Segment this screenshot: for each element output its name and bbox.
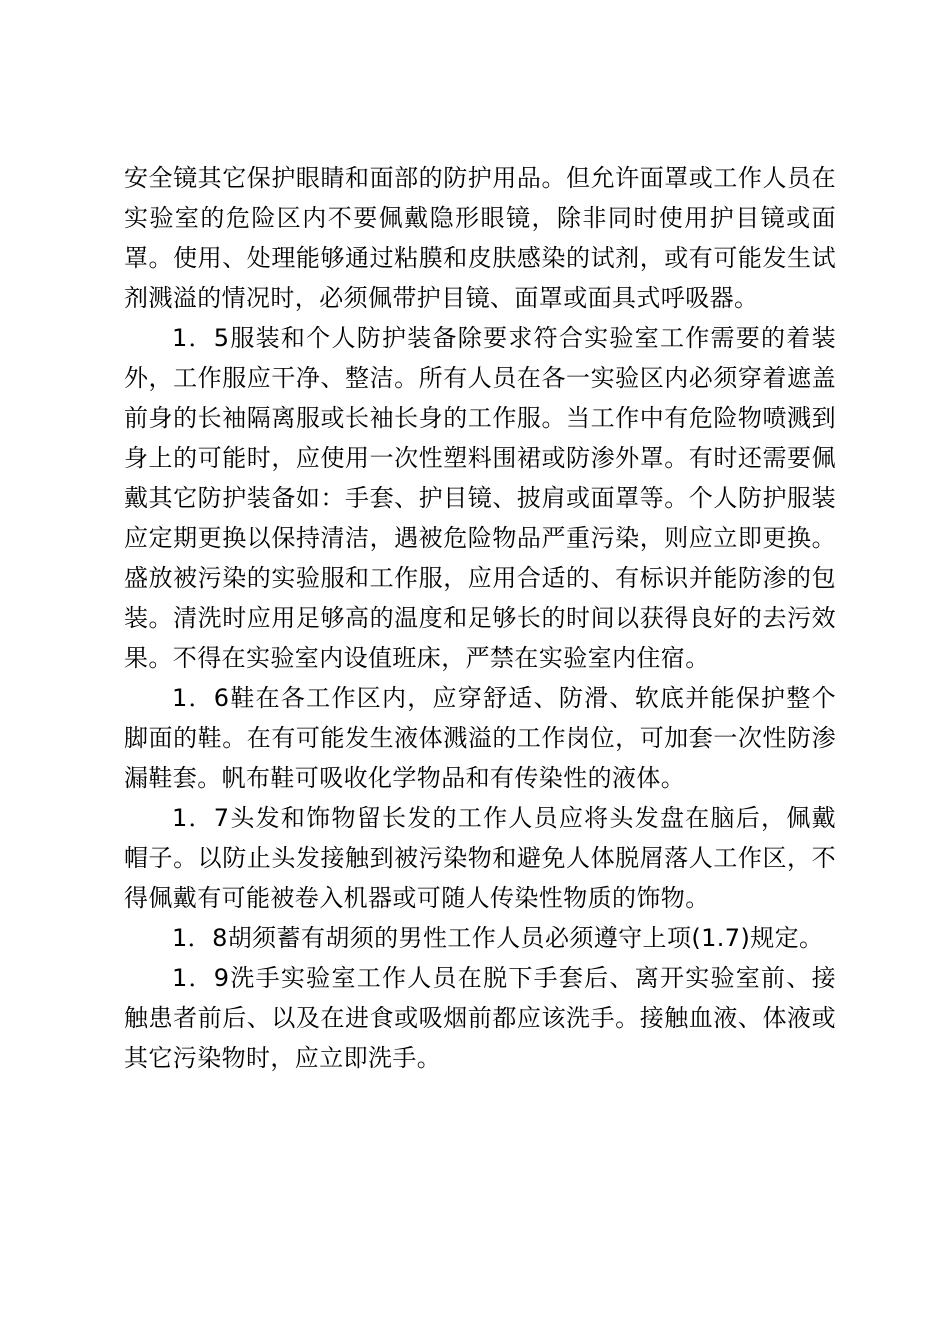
paragraph-1-5-clothing: 1．5服装和个人防护装备除要求符合实验室工作需要的着装外，工作服应干净、整洁。所有人员在各一实验区内必须穿着遮盖前身的长袖隔离服或长袖长身的工作服。当工作中有危险物喷溅到身上的可能时，应使用一次性塑料围裙或防渗外罩。有时还需要佩戴其它防护装备如：手套、护目镜、披肩或面罩等。个人防护服装应定期更换以保持清洁，遇被危险物品严重污染，则应立即更换。盛放被污染的实验服和工作服，应用合适的、有标识并能防渗的包装。清洗时应用足够高的温度和足够长的时间以获得良好的去污效果。不得在实验室内设值班床，严禁在实验室内住宿。 (124, 324, 836, 672)
paragraph-1-8-beard: 1．8胡须蓄有胡须的男性工作人员必须遵守上项(1.7)规定。 (172, 924, 824, 952)
document-body (124, 158, 836, 1078)
paragraph-1-9-handwashing: 1．9洗手实验室工作人员在脱下手套后、离开实验室前、接触患者前后、以及在进食或吸烟前都应该洗手。接触血液、体液或其它污染物时，应立即洗手。 (124, 964, 836, 1072)
paragraph-continuation: 安全镜其它保护眼睛和面部的防护用品。但允许面罩或工作人员在实验室的危险区内不要佩戴隐形眼镜，除非同时使用护目镜或面罩。使用、处理能够通过粘膜和皮肤感染的试剂，或有可能发生试剂溅溢的情况时，必须佩带护目镜、面罩或面具式呼吸器。 (124, 164, 836, 312)
paragraph-1-6-shoes: 1．6鞋在各工作区内，应穿舒适、防滑、软底并能保护整个脚面的鞋。在有可能发生液体溅溢的工作岗位，可加套一次性防渗漏鞋套。帆布鞋可吸收化学物品和有传染性的液体。 (124, 684, 836, 792)
paragraph-1-7-hair: 1．7头发和饰物留长发的工作人员应将头发盘在脑后，佩戴帽子。以防止头发接触到被污染物和避免人体脱屑落人工作区，不得佩戴有可能被卷入机器或可随人传染性物质的饰物。 (124, 804, 836, 912)
